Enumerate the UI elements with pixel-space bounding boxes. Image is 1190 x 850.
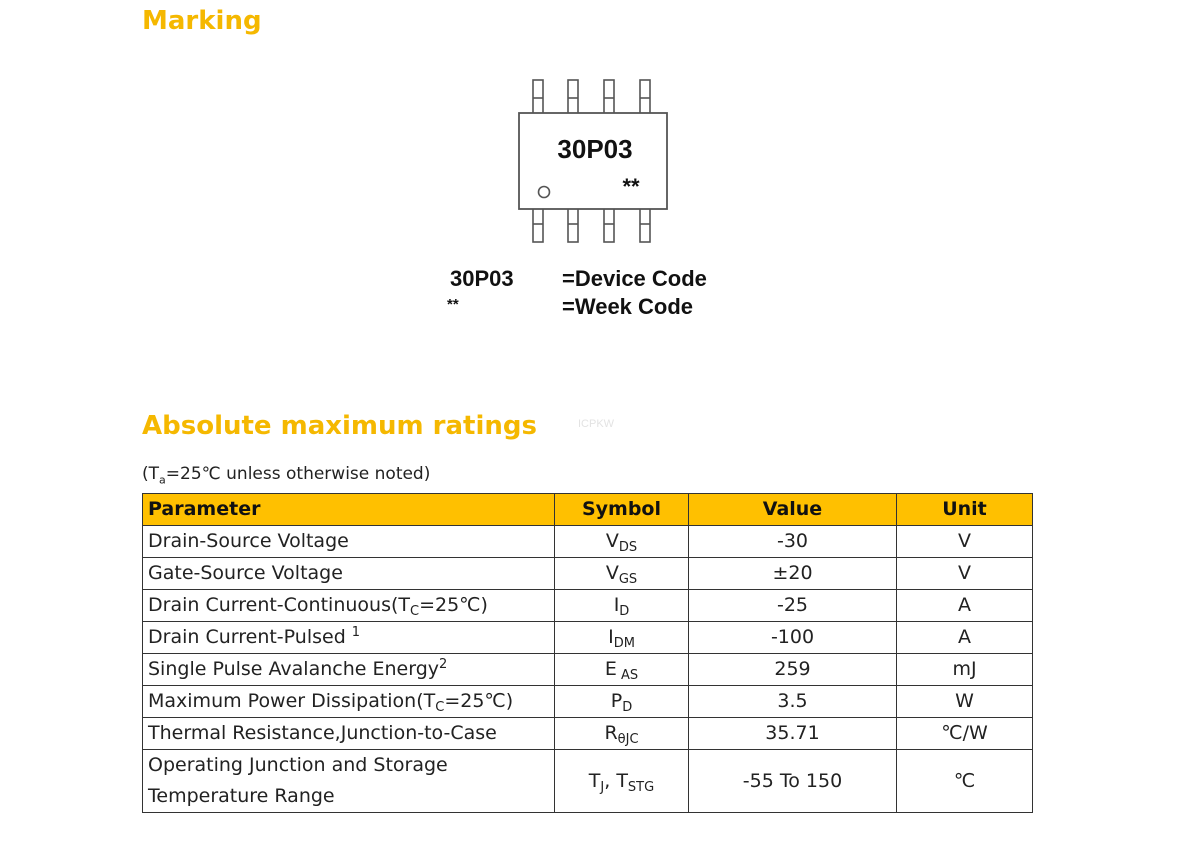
value-cell: ±20 bbox=[689, 558, 897, 590]
table-row bbox=[143, 654, 1033, 686]
conditions-note: ($T_a=25℃$ unless otherwise noted) bbox=[142, 464, 431, 487]
watermark: ICPKW bbox=[578, 418, 615, 430]
value-cell: 259 bbox=[689, 654, 897, 686]
param-cell: Drain Current-Pulsed $^1$ bbox=[143, 622, 555, 654]
symbol-cell: $P_D$ bbox=[555, 686, 689, 718]
pin-top-4 bbox=[640, 80, 650, 114]
param-cell: Operating Junction and Storage Temperature Range bbox=[143, 750, 555, 813]
value-cell: -100 bbox=[689, 622, 897, 654]
symbol-cell: $V_{DS}$ bbox=[555, 526, 689, 558]
symbol-cell: $T_J$, $T_{STG}$ bbox=[555, 750, 689, 813]
pin-top-1 bbox=[533, 80, 543, 114]
table-row bbox=[143, 718, 1033, 750]
table-header-row bbox=[143, 494, 1033, 526]
pin-top-3 bbox=[604, 80, 614, 114]
pin-top-2 bbox=[568, 80, 578, 114]
unit-cell: A bbox=[897, 590, 1033, 622]
unit-cell: ℃ bbox=[897, 750, 1033, 813]
chip-device-code: 30P03 bbox=[557, 134, 633, 164]
pin1-indicator bbox=[539, 187, 550, 198]
sop8-package-diagram bbox=[515, 76, 671, 246]
param-cell: Gate-Source Voltage bbox=[143, 558, 555, 590]
legend-device-label: =Device Code bbox=[562, 266, 707, 291]
unit-cell: ℃/W bbox=[897, 718, 1033, 750]
table-row bbox=[143, 686, 1033, 718]
param-cell: Maximum Power $Dissipation(T_C=25℃)$ bbox=[143, 686, 555, 718]
marking-heading: Marking bbox=[142, 6, 262, 36]
value-cell: -55 To 150 bbox=[689, 750, 897, 813]
chip-week-code: ** bbox=[622, 174, 640, 199]
param-cell: Drain-Source Voltage bbox=[143, 526, 555, 558]
unit-cell: V bbox=[897, 526, 1033, 558]
value-cell: -25 bbox=[689, 590, 897, 622]
header-value: Value bbox=[689, 494, 897, 526]
top-pins bbox=[533, 80, 650, 114]
symbol-cell: $V_{GS}$ bbox=[555, 558, 689, 590]
param-cell: Single Pulse Avalanche Energy$^2$ bbox=[143, 654, 555, 686]
param-cell: Drain Current-$Continuous(T_C=25℃)$ bbox=[143, 590, 555, 622]
unit-cell: V bbox=[897, 558, 1033, 590]
table-row bbox=[143, 590, 1033, 622]
absolute-max-ratings-table bbox=[142, 493, 1033, 813]
unit-cell: mJ bbox=[897, 654, 1033, 686]
symbol-cell: $I_{DM}$ bbox=[555, 622, 689, 654]
unit-cell: W bbox=[897, 686, 1033, 718]
table-row bbox=[143, 526, 1033, 558]
symbol-cell: E $_{AS}$ bbox=[555, 654, 689, 686]
ratings-heading: Absolute maximum ratings bbox=[142, 411, 537, 441]
value-cell: 35.71 bbox=[689, 718, 897, 750]
symbol-cell: $I_D$ bbox=[555, 590, 689, 622]
value-cell: 3.5 bbox=[689, 686, 897, 718]
param-cell: Thermal Resistance,Junction-to-Case bbox=[143, 718, 555, 750]
bottom-pins bbox=[533, 206, 650, 242]
table-row bbox=[143, 558, 1033, 590]
legend-week-code: ** bbox=[447, 296, 459, 313]
table-row bbox=[143, 622, 1033, 654]
legend-week-label: =Week Code bbox=[562, 294, 694, 319]
header-symbol: Symbol bbox=[555, 494, 689, 526]
legend-device-code: 30P03 bbox=[450, 266, 514, 291]
table-row bbox=[143, 750, 1033, 813]
value-cell: -30 bbox=[689, 526, 897, 558]
unit-cell: A bbox=[897, 622, 1033, 654]
header-unit: Unit bbox=[897, 494, 1033, 526]
symbol-cell: $R_{\theta JC}$ bbox=[555, 718, 689, 750]
header-parameter: Parameter bbox=[143, 494, 555, 526]
